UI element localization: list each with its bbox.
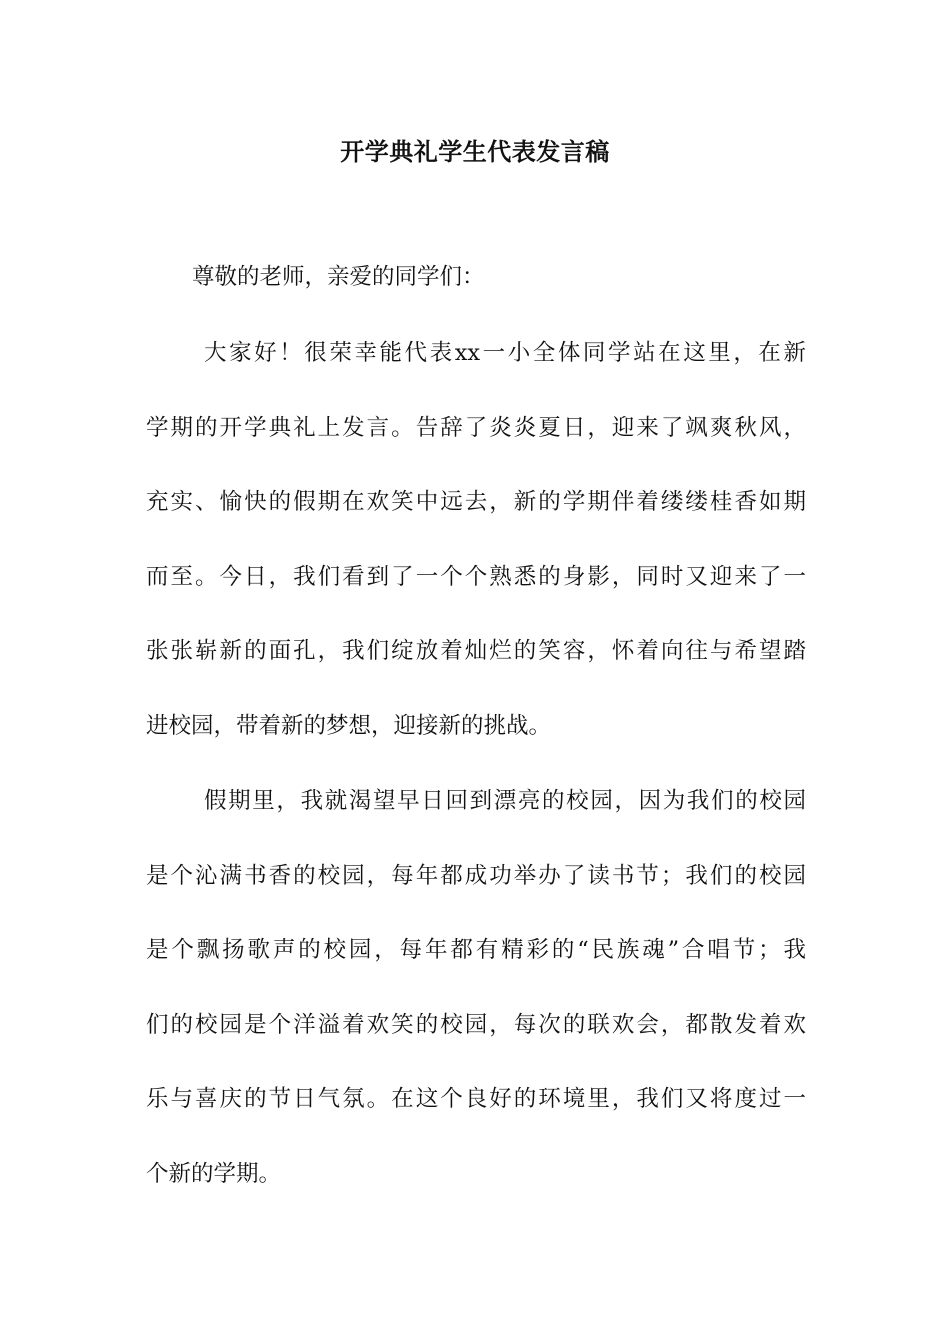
- paragraph-line: 假期里，我就渴望早日回到漂亮的校园，因为我们的校园: [204, 788, 806, 814]
- paragraph-line: 进校园，带着新的梦想，迎接新的挑战。: [146, 712, 552, 739]
- paragraph-line: 个新的学期。: [146, 1160, 282, 1187]
- paragraph-1: [146, 335, 806, 744]
- document-title: 开学典礼学生代表发言稿: [340, 137, 610, 166]
- paragraph-line: 们的校园是个洋溢着欢笑的校园，每次的联欢会，都散发着欢: [146, 1011, 806, 1038]
- paragraph-line: 张张崭新的面孔，我们绽放着灿烂的笑容，怀着向往与希望踏: [146, 638, 806, 665]
- paragraph-line: 充实、愉快的假期在欢笑中远去，新的学期伴着缕缕桂香如期: [146, 489, 806, 516]
- paragraph-line: 学期的开学典礼上发言。告辞了炎炎夏日，迎来了飒爽秋风，: [146, 414, 806, 441]
- paragraph-line: 大家好！很荣幸能代表xx一小全体同学站在这里，在新: [204, 340, 806, 366]
- paragraph-line: 乐与喜庆的节日气氛。在这个良好的环境里，我们又将度过一: [146, 1086, 806, 1113]
- paragraph-line: 是个飘扬歌声的校园，每年都有精彩的“民族魂”合唱节；我: [146, 937, 806, 964]
- salutation: 尊敬的老师，亲爱的同学们：: [192, 264, 485, 290]
- paragraph-2: [146, 783, 806, 1192]
- paragraph-line: 是个沁满书香的校园，每年都成功举办了读书节；我们的校园: [146, 862, 806, 889]
- paragraph-line: 而至。今日，我们看到了一个个熟悉的身影，同时又迎来了一: [146, 563, 806, 590]
